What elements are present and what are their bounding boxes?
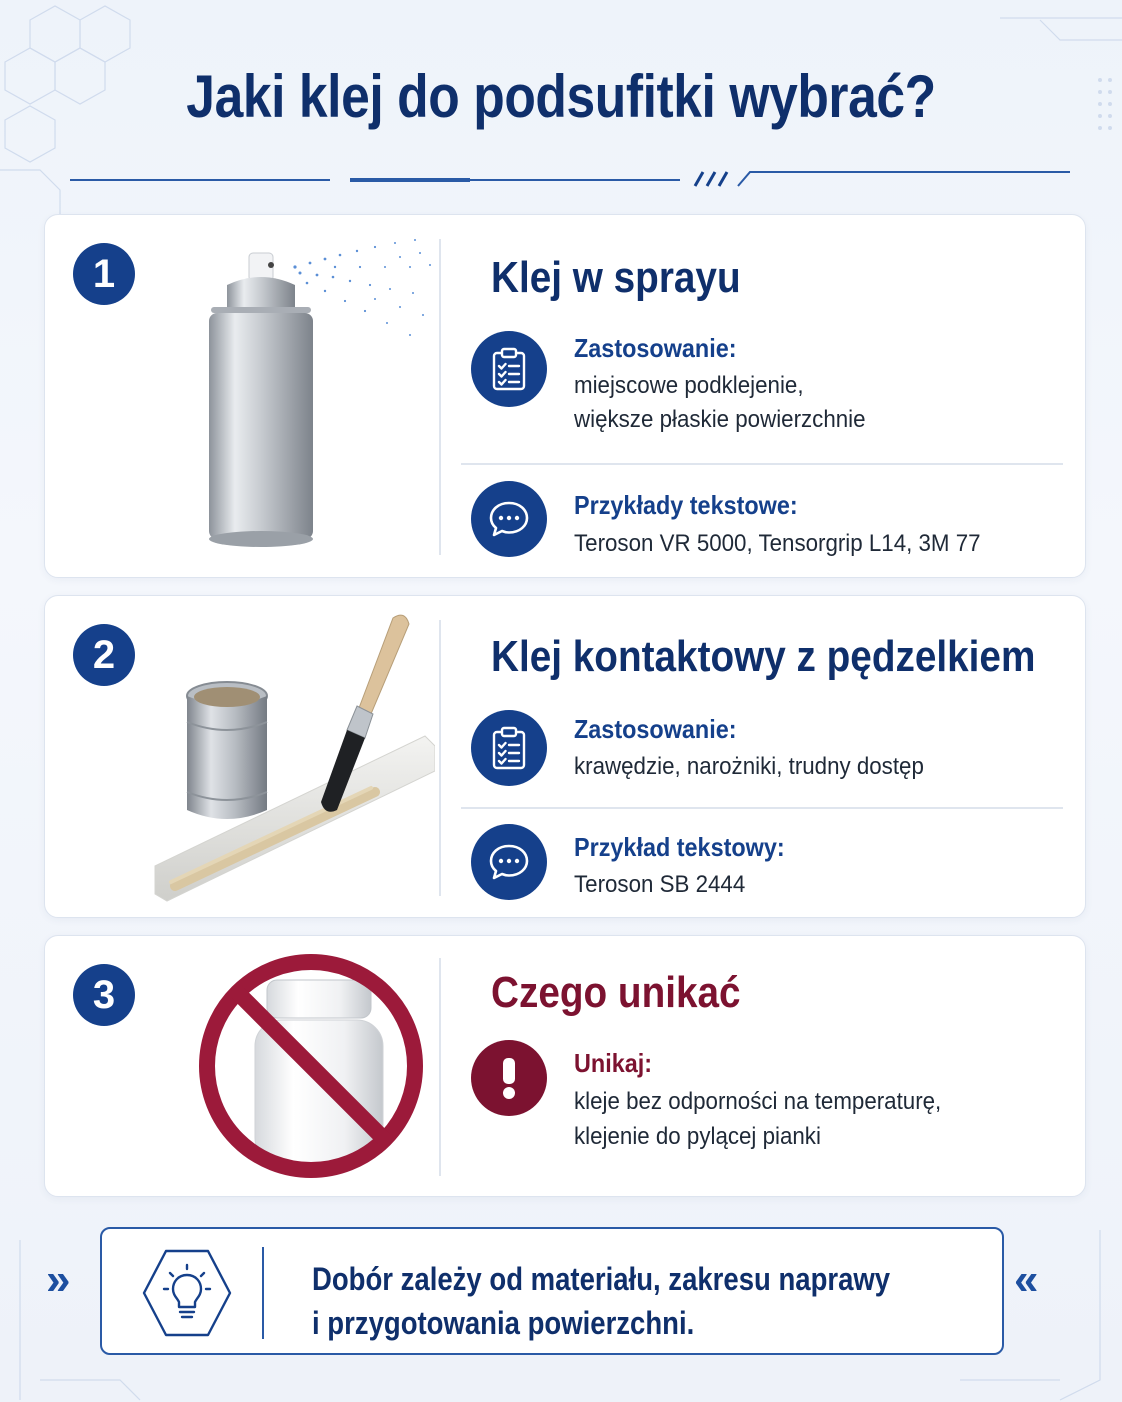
clipboard-icon <box>471 710 547 786</box>
examples-label: Przykład tekstowy: <box>574 832 785 862</box>
clipboard-icon <box>471 331 547 407</box>
page-title: Jaki klej do podsufitki wybrać? <box>186 63 936 130</box>
chevron-right-double-icon: » <box>46 1255 71 1304</box>
footer-tip-box <box>100 1227 1004 1355</box>
avoid-text-line: kleje bez odporności na temperaturę, <box>574 1088 942 1115</box>
spray-can-illustration <box>135 215 435 565</box>
title-underline-decoration <box>70 168 1070 192</box>
usage-text-line: większe płaskie powierzchnie <box>574 406 866 433</box>
card-title: Czego unikać <box>491 968 741 1017</box>
footer-text <box>312 1257 890 1345</box>
card-title: Klej kontaktowy z pędzelkiem <box>491 632 1036 681</box>
examples-label: Przykłady tekstowe: <box>574 490 798 520</box>
card-spray-adhesive <box>44 214 1086 578</box>
footer-text-line: Dobór zależy od materiału, zakresu naprawy <box>312 1261 891 1297</box>
vertical-divider <box>439 239 441 555</box>
step-number-badge: 2 <box>73 624 135 686</box>
usage-text-line: miejscowe podklejenie, <box>574 372 804 399</box>
lightbulb-icon <box>142 1247 232 1339</box>
prohibited-glue-jar-illustration <box>135 936 435 1196</box>
avoid-label: Unikaj: <box>574 1048 653 1078</box>
footer-divider <box>262 1247 264 1339</box>
chevron-left-double-icon: « <box>1014 1255 1039 1304</box>
exclamation-icon <box>471 1040 547 1116</box>
card-what-to-avoid <box>44 935 1086 1197</box>
usage-label: Zastosowanie: <box>574 714 737 744</box>
card-title: Klej w sprayu <box>491 253 741 302</box>
vertical-divider <box>439 620 441 896</box>
glue-tin-and-brush-illustration <box>135 596 435 916</box>
speech-bubble-icon <box>471 824 547 900</box>
speech-bubble-icon <box>471 481 547 557</box>
usage-text-line: krawędzie, narożniki, trudny dostęp <box>574 753 924 780</box>
vertical-divider <box>439 958 441 1176</box>
card-contact-adhesive <box>44 595 1086 918</box>
avoid-text-line: klejenie do pylącej pianki <box>574 1123 821 1150</box>
step-number-badge: 1 <box>73 243 135 305</box>
usage-label: Zastosowanie: <box>574 333 737 363</box>
examples-text-line: Teroson VR 5000, Tensorgrip L14, 3M 77 <box>574 530 981 557</box>
step-number-badge: 3 <box>73 964 135 1026</box>
examples-text-line: Teroson SB 2444 <box>574 871 746 898</box>
footer-text-line: i przygotowania powierzchni. <box>312 1305 695 1341</box>
row-divider <box>461 463 1063 465</box>
row-divider <box>461 807 1063 809</box>
